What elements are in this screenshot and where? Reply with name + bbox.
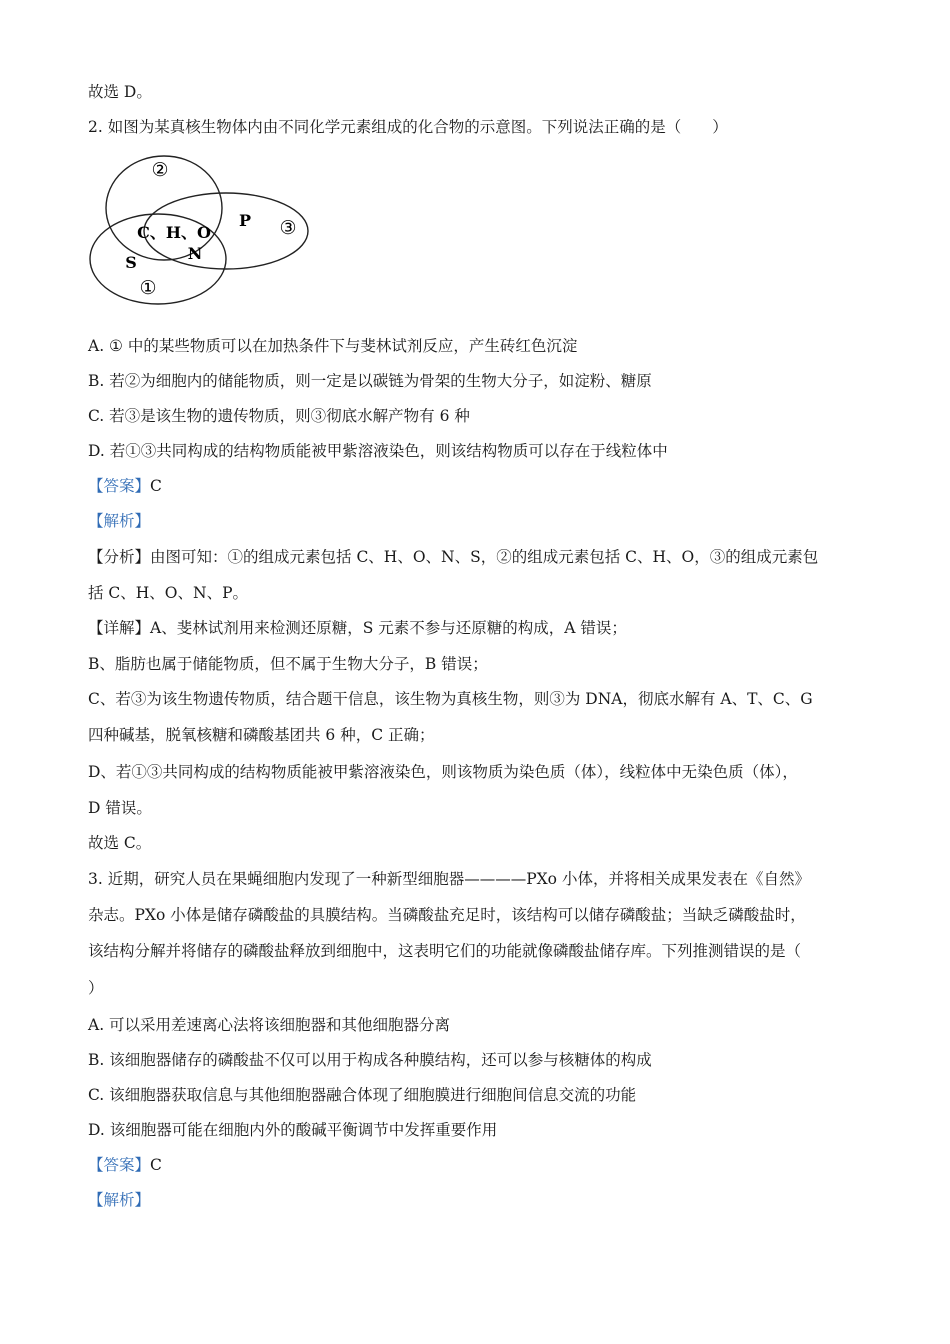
q2-conclusion: 故选 C。 [88,834,152,852]
center-elements-label: C、H、O [137,223,211,242]
n-element-label: N [187,244,203,263]
fenxi-tag: 【分析】 [88,548,151,566]
q2-option-c: C. 若③是该生物的遗传物质，则③彻底水解产物有 6 种 [88,407,470,425]
analysis-tag: 【解析】 [88,512,151,530]
q2-detail-c-1: C、若③为该生物遗传物质，结合题干信息，该生物为真核生物，则③为 DNA，彻底水解有 A、T、C、G [88,690,813,708]
q3-option-b: B. 该细胞器储存的磷酸盐不仅可以用于构成各种膜结构，还可以参与核糖体的构成 [88,1051,652,1069]
q2-fenxi-line-2: 括 C、H、O、N、P。 [88,584,249,602]
q3-option-c: C. 该细胞器获取信息与其他细胞器融合体现了细胞膜进行细胞间信息交流的功能 [88,1086,637,1104]
answer-tag: 【答案】 [88,1156,151,1174]
answer-tag: 【答案】 [88,477,151,495]
q2-fenxi-line-1 [88,547,870,567]
q3-stem-4: ） [88,979,104,997]
answer-value: C [150,477,162,495]
q2-detail-b: B、脂肪也属于储能物质，但不属于生物大分子，B 错误； [88,655,488,673]
q3-option-d: D. 该细胞器可能在细胞内外的酸碱平衡调节中发挥重要作用 [88,1121,498,1139]
detail-a-text: A、斐林试剂用来检测还原糖，S 元素不参与还原糖的构成，A 错误； [150,619,627,637]
q2-detail-a [88,618,870,638]
s-element-label: S [125,253,137,272]
fenxi-text-1: 由图可知：①的组成元素包括 C、H、O、N、S，②的组成元素包括 C、H、O，③的组成元素包 [150,548,819,566]
q2-answer-line [88,476,870,496]
q2-analysis-tag-line [88,511,870,531]
q3-option-a: A. 可以采用差速离心法将该细胞器和其他细胞器分离 [88,1016,451,1034]
detail-tag: 【详解】 [88,619,151,637]
q2-detail-d-2: D 错误。 [88,799,152,817]
circle-3-label: ③ [279,217,297,239]
q3-stem-2: 杂志。PXo 小体是储存磷酸盐的具膜结构。当磷酸盐充足时，该结构可以储存磷酸盐；当缺乏磷酸盐时， [88,906,806,924]
q3-stem-1: 3. 近期，研究人员在果蝇细胞内发现了一种新型细胞器————PXo 小体，并将相关成果发表在《自然》 [88,870,810,888]
q3-analysis-tag-line [88,1190,870,1210]
q3-stem-3: 该结构分解并将储存的磷酸盐释放到细胞中，这表明它们的功能就像磷酸盐储存库。下列推测错误的是（ [88,942,802,960]
q2-option-d: D. 若①③共同构成的结构物质能被甲紫溶液染色，则该结构物质可以存在于线粒体中 [88,442,668,460]
circle-1-label: ① [139,277,157,299]
answer-value: C [150,1156,162,1174]
circle-2-label: ② [151,159,169,181]
q2-option-b: B. 若②为细胞内的储能物质，则一定是以碳链为骨架的生物大分子，如淀粉、糖原 [88,372,652,390]
venn-diagram [84,150,314,310]
q1-conclusion: 故选 D。 [88,83,152,101]
analysis-tag: 【解析】 [88,1191,151,1209]
q2-detail-d-1: D、若①③共同构成的结构物质能被甲紫溶液染色，则该物质为染色质（体），线粒体中无染色质（体）， [88,763,798,781]
q2-detail-c-2: 四种碱基，脱氧核糖和磷酸基团共 6 种，C 正确； [88,726,435,744]
p-element-label: P [238,211,252,230]
q2-stem: 2. 如图为某真核生物体内由不同化学元素组成的化合物的示意图。下列说法正确的是（ ） [88,118,728,136]
q2-option-a: A. ① 中的某些物质可以在加热条件下与斐林试剂反应，产生砖红色沉淀 [88,337,578,355]
q3-answer-line [88,1155,870,1175]
